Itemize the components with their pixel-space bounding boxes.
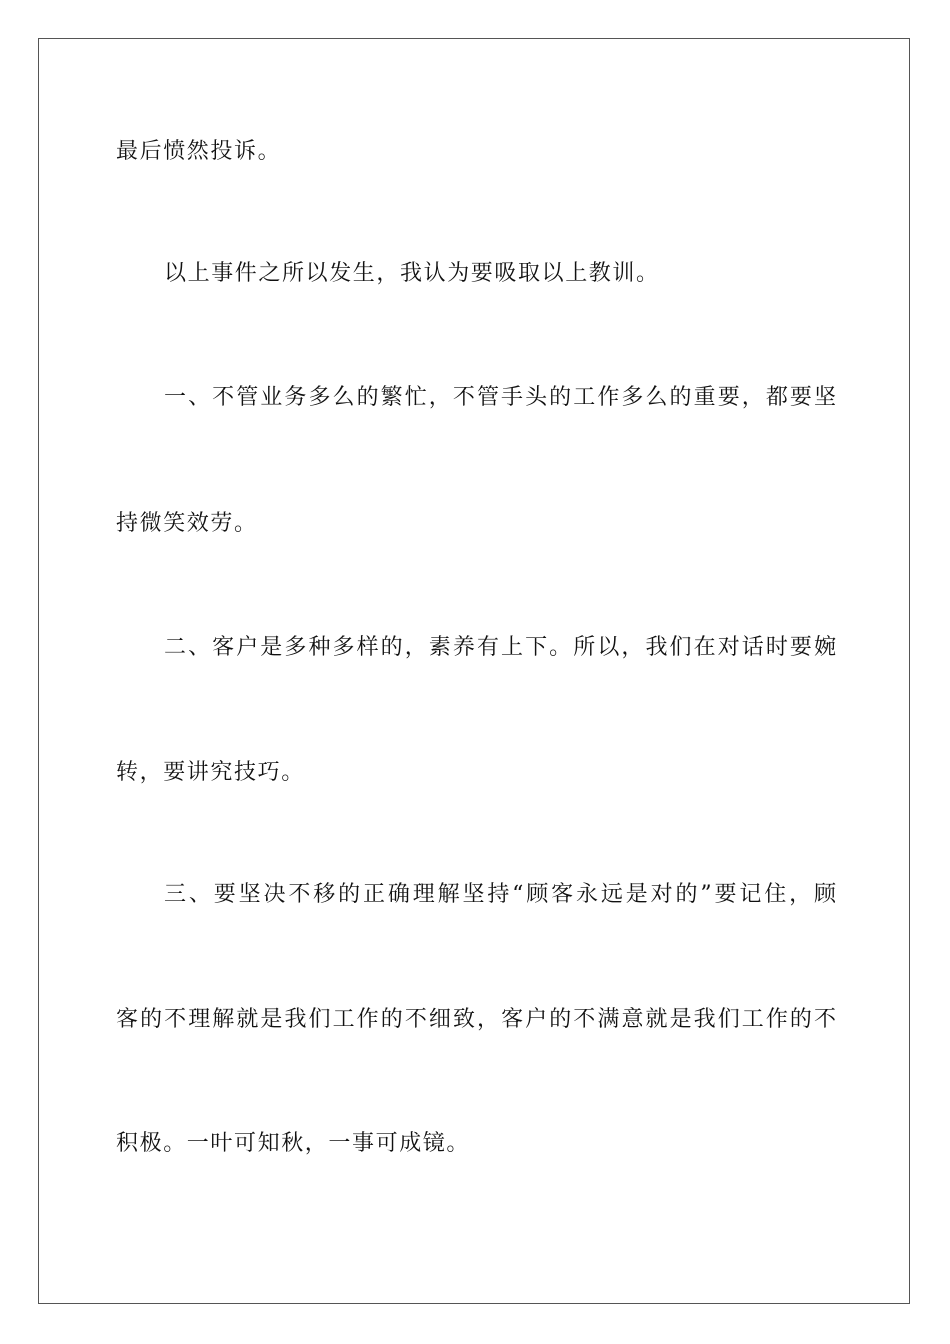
text-line-8: 客的不理解就是我们工作的不细致，客户的不满意就是我们工作的不 (116, 1007, 836, 1032)
text-line-4: 持微笑效劳。 (116, 511, 258, 536)
text-line-5: 二、客户是多种多样的，素养有上下。所以，我们在对话时要婉 (164, 635, 836, 660)
text-line-9: 积极。一叶可知秋，一事可成镜。 (116, 1131, 471, 1156)
text-line-2: 以上事件之所以发生，我认为要吸取以上教训。 (164, 261, 660, 286)
text-line-3: 一、不管业务多么的繁忙，不管手头的工作多么的重要，都要坚 (164, 385, 836, 410)
text-line-7: 三、要坚决不移的正确理解坚持“顾客永远是对的”要记住，顾 (164, 882, 836, 907)
text-line-6: 转，要讲究技巧。 (116, 760, 305, 785)
text-line-1: 最后愤然投诉。 (116, 139, 282, 164)
page-border (38, 38, 910, 1304)
